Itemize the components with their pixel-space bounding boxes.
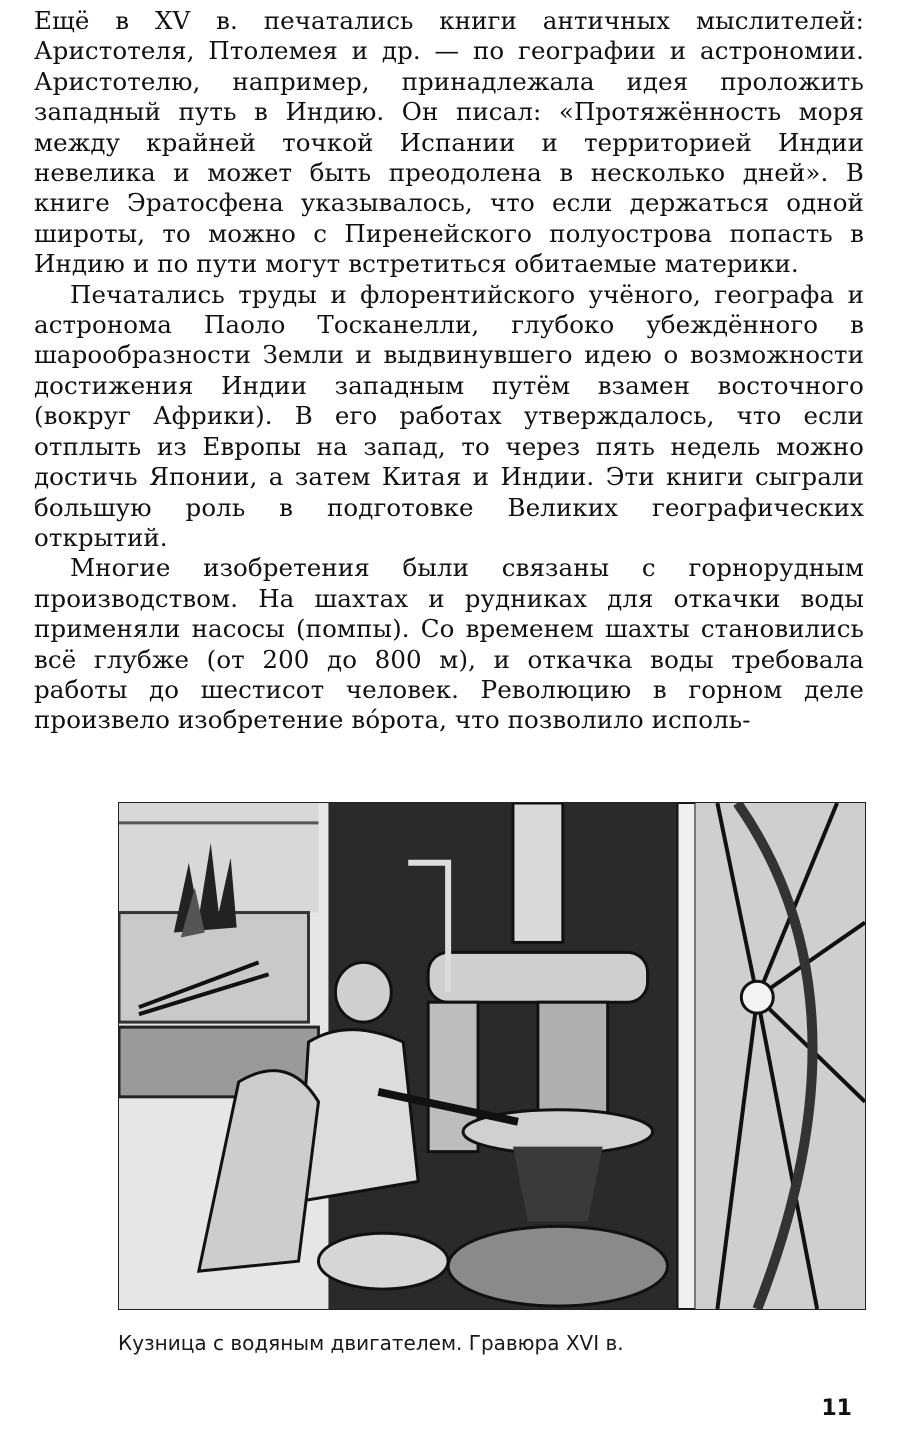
body-text	[34, 6, 864, 736]
textbook-page	[34, 0, 864, 1454]
forge-engraving-image	[119, 803, 865, 1309]
paragraph-1: Ещё в XV в. печатались книги античных мыслителей: Аристотеля, Птолемея и др. — по географии и астрономии. Аристотелю, например, принадлежала идея проложить западный путь в Индию. Он писал: «Протяжённость моря между крайней точкой Испании и территорией Индии невелика и может быть преодолена в несколько дней». В книге Эратосфена указывалось, что если держаться одной широты, то можно с Пиренейского полуострова попасть в Индию и по пути могут встретиться обитаемые материки.	[34, 6, 864, 279]
paragraph-3: Многие изобретения были связаны с горнорудным производством. На шахтах и рудниках для откачки воды применяли насосы (помпы). Со временем шахты становились всё глубже (от 200 до 800 м), и откачка воды требовала работы до шестисот человек. Революцию в горном деле произвело изобретение вóрота, что позволило исполь-	[34, 553, 864, 735]
paragraph-2: Печатались труды и флорентийского учёного, географа и астронома Паоло Тосканелли, глубоко убеждённого в шарообразности Земли и выдвинувшего идею о возможности достижения Индии западным путём взамен восточного (вокруг Африки). В его работах утверждалось, что если отплыть из Европы на запад, то через пять недель можно достичь Японии, а затем Китая и Индии. Эти книги сыграли большую роль в подготовке Великих географических открытий.	[34, 279, 864, 552]
figure-caption: Кузница с водяным двигателем. Гравюра XVI в.	[118, 1331, 624, 1355]
page-number: 11	[821, 1396, 852, 1421]
engraving-illustration	[118, 802, 866, 1310]
